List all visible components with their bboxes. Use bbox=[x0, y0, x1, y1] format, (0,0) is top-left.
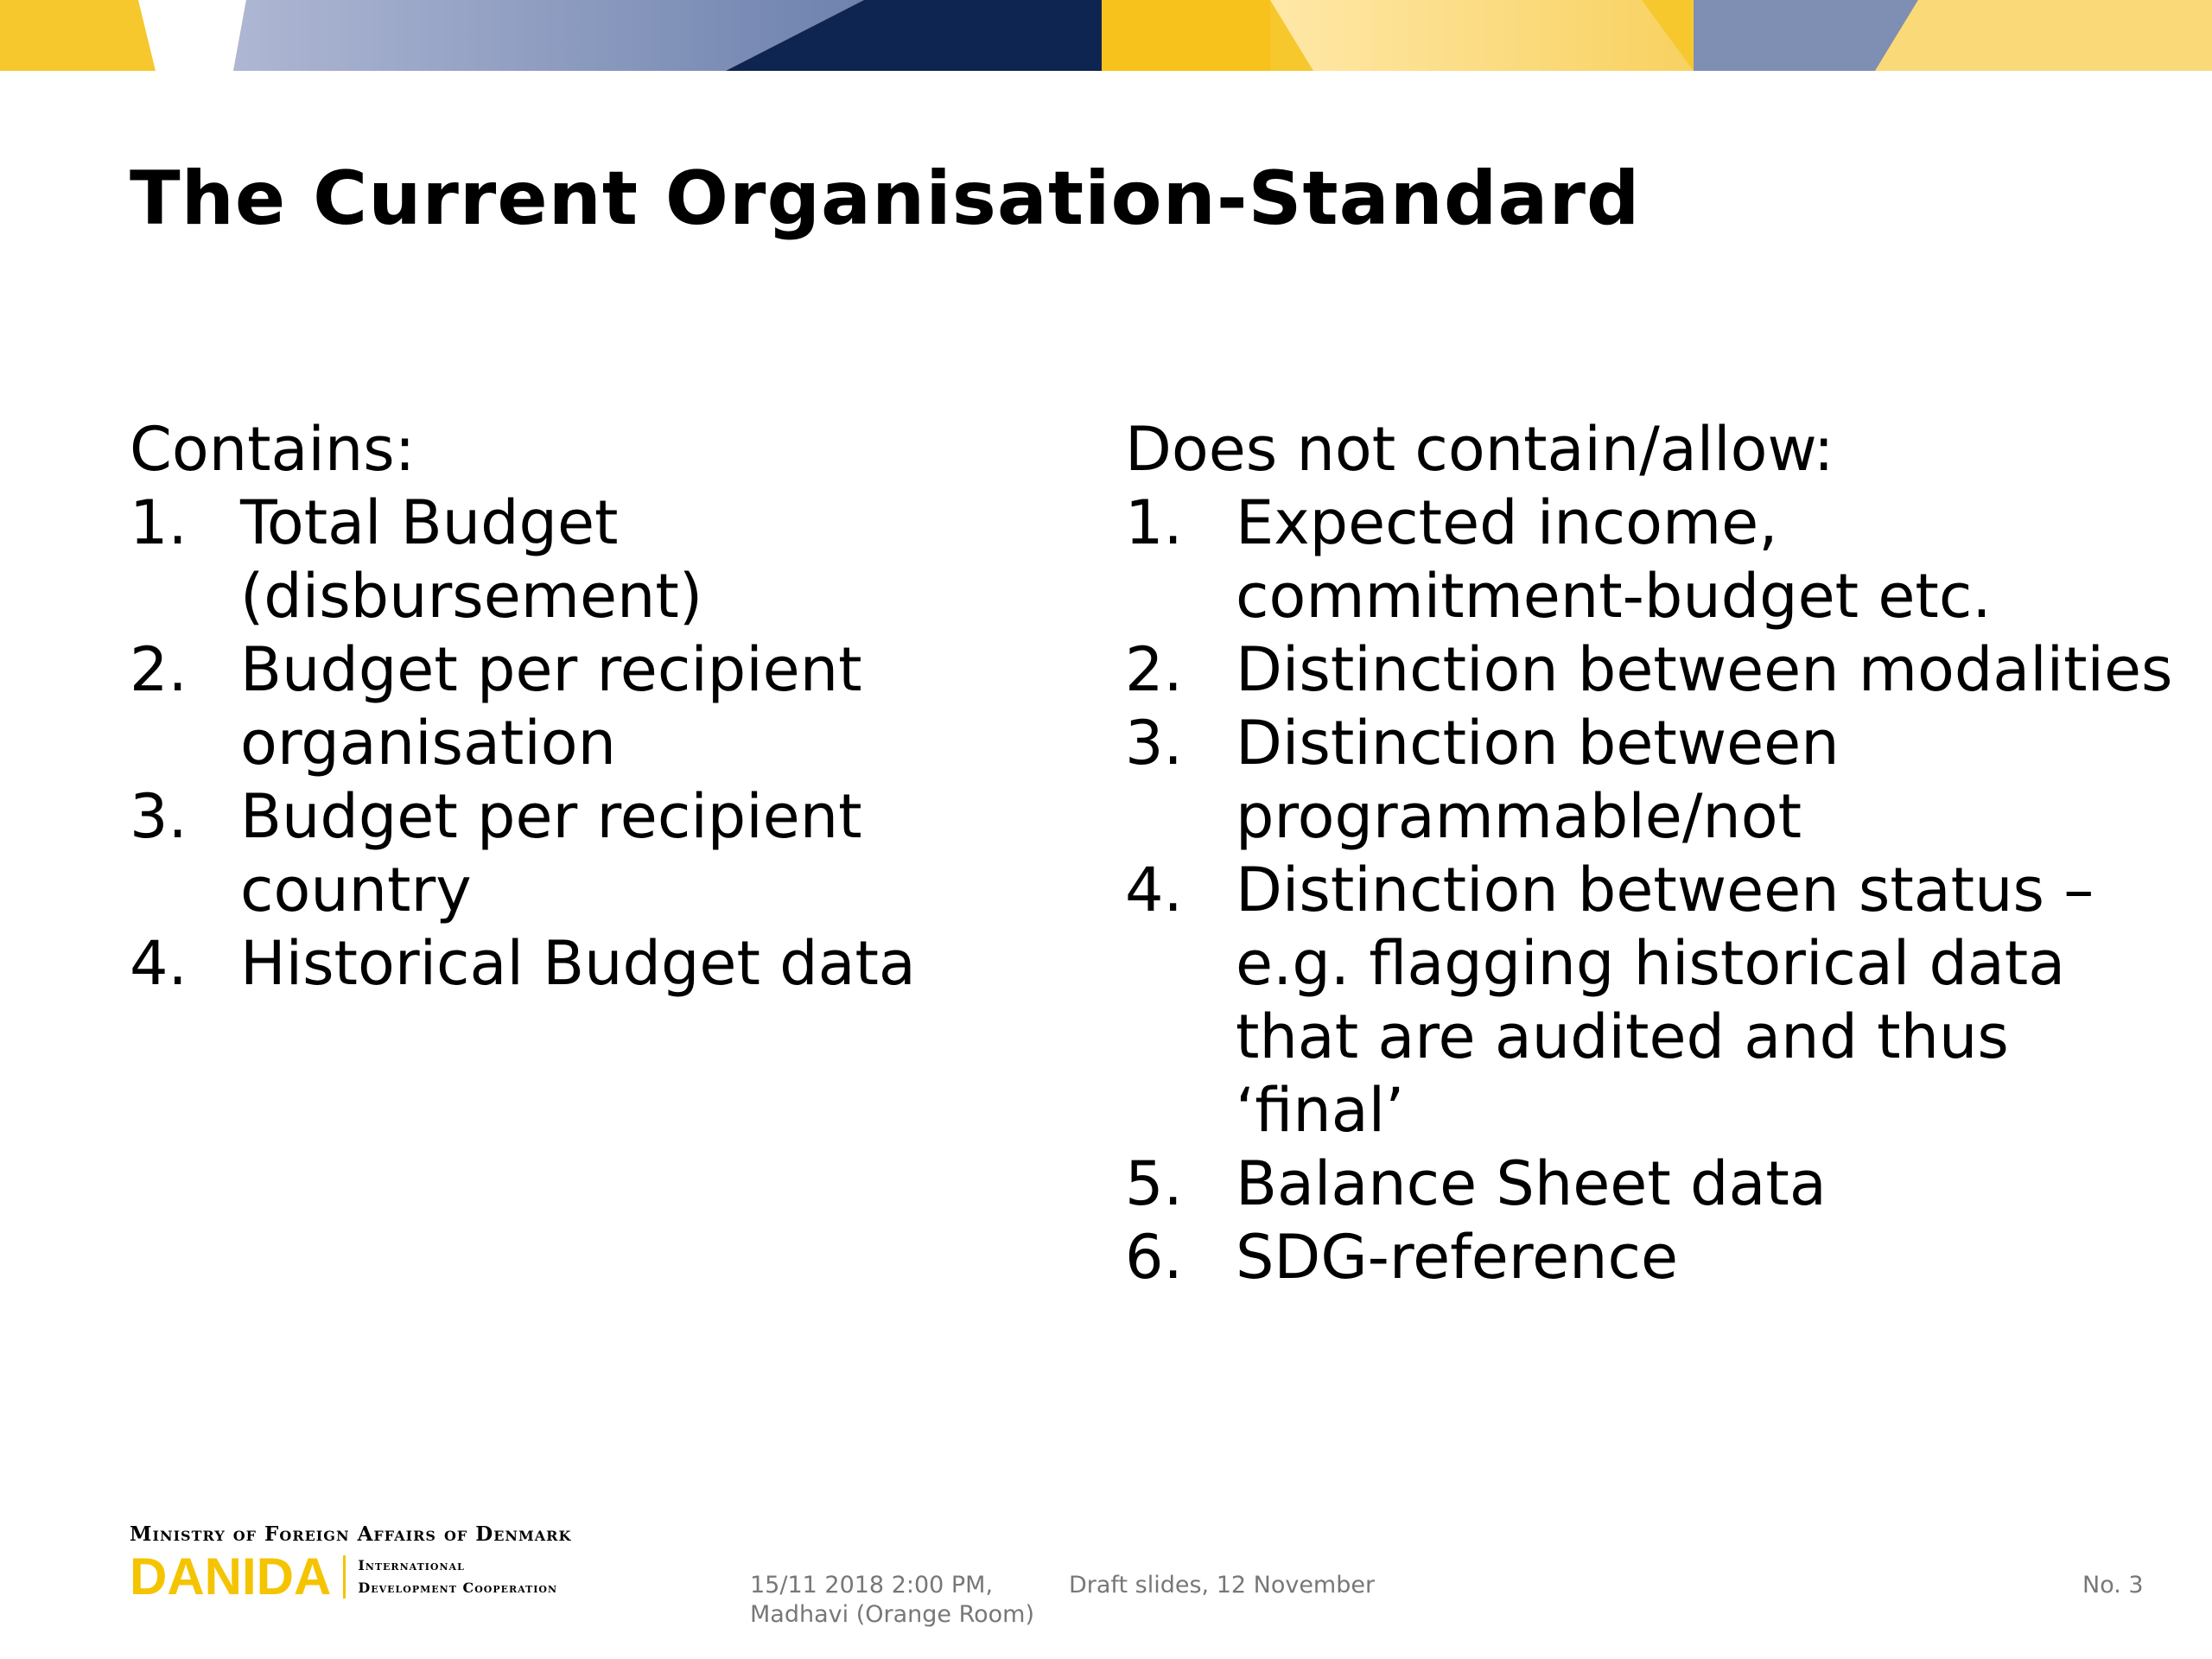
list-text: SDG-reference bbox=[1236, 1222, 1679, 1293]
list-item bbox=[130, 633, 1080, 780]
list-item bbox=[1125, 854, 2179, 1147]
list-item bbox=[1125, 1147, 2179, 1221]
list-number: 3. bbox=[130, 781, 188, 852]
list-item bbox=[1125, 1221, 2179, 1294]
list-text: Distinction between modalities bbox=[1236, 634, 2173, 705]
danida-subtitle-line-2: Development Cooperation bbox=[358, 1580, 558, 1596]
list-number: 3. bbox=[1125, 708, 1183, 779]
list-item bbox=[130, 486, 1080, 633]
does-not-contain-list bbox=[1125, 486, 2179, 1294]
danida-subtitle bbox=[358, 1554, 557, 1599]
footer-date-line-2: Madhavi (Orange Room) bbox=[750, 1601, 1034, 1628]
danida-logo-row bbox=[130, 1548, 571, 1605]
list-text: Expected income, commitment-budget etc. bbox=[1236, 487, 1992, 632]
slide-number: No. 3 bbox=[2082, 1572, 2144, 1599]
list-text: Total Budget (disbursement) bbox=[240, 487, 703, 632]
does-not-contain-heading: Does not contain/allow: bbox=[1125, 414, 1834, 485]
does-not-contain-column bbox=[1125, 413, 2179, 1294]
contains-column bbox=[130, 413, 1080, 1001]
list-number: 2. bbox=[1125, 634, 1183, 705]
list-number: 1. bbox=[130, 487, 188, 558]
ministry-name: Ministry of Foreign Affairs of Denmark bbox=[130, 1522, 572, 1546]
list-item bbox=[130, 927, 1080, 1001]
header-banner bbox=[0, 0, 2212, 71]
list-number: 4. bbox=[1125, 855, 1183, 925]
list-item bbox=[1125, 486, 2179, 633]
contains-list bbox=[130, 486, 1080, 1001]
list-text: Budget per recipient country bbox=[240, 781, 862, 925]
list-text: Distinction between programmable/not bbox=[1236, 708, 1840, 852]
ministry-logo bbox=[130, 1522, 571, 1603]
list-number: 2. bbox=[130, 634, 188, 705]
logo-divider bbox=[343, 1555, 346, 1599]
list-item bbox=[130, 780, 1080, 927]
list-text: Distinction between status – e.g. flagging historical data that are audited and thus ‘final’ bbox=[1236, 855, 2094, 1146]
danida-subtitle-line-1: International bbox=[358, 1557, 465, 1573]
list-text: Balance Sheet data bbox=[1236, 1148, 1827, 1219]
contains-heading: Contains: bbox=[130, 414, 416, 485]
danida-wordmark: DANIDA bbox=[130, 1548, 332, 1605]
footer-date-line-1: 15/11 2018 2:00 PM, bbox=[750, 1572, 994, 1599]
list-item bbox=[1125, 633, 2179, 707]
footer-date bbox=[750, 1571, 1034, 1630]
list-text: Historical Budget data bbox=[240, 928, 916, 999]
list-number: 5. bbox=[1125, 1148, 1183, 1219]
slide-title: The Current Organisation-Standard bbox=[130, 156, 1641, 242]
list-text: Budget per recipient organisation bbox=[240, 634, 862, 779]
list-item bbox=[1125, 707, 2179, 854]
footer-draft-note: Draft slides, 12 November bbox=[1069, 1572, 1376, 1599]
list-number: 6. bbox=[1125, 1222, 1183, 1293]
list-number: 4. bbox=[130, 928, 188, 999]
list-number: 1. bbox=[1125, 487, 1183, 558]
